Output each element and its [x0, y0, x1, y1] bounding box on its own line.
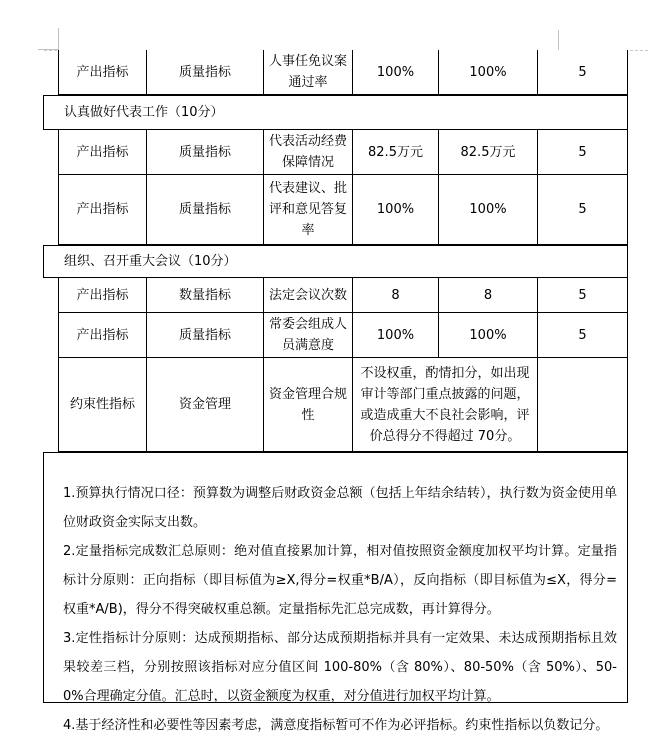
cell-indicator-level1: 产出指标	[59, 50, 147, 94]
cell-indicator-name: 常委会组成人员满意度	[264, 313, 353, 357]
cell-actual-value: 100%	[439, 175, 538, 244]
note-item: 2.定量指标完成数汇总原则：绝对值直接累加计算，相对值按照资金额度加权平均计算。定量指标计分原则：正向指标（即目标值为≥X,得分=权重*B/A），反向指标（即目标值为≤X，得分=权重*A/B)，得分不得突破权重总额。定量指标先汇总完成数，再计算得分。	[63, 544, 617, 617]
cell-score: 5	[578, 202, 587, 217]
cell-indicator-name: 资金管理合规性	[264, 358, 353, 451]
cell-score: 5	[578, 287, 587, 303]
cell-indicator-level1: 产出指标	[59, 313, 147, 357]
cell-target-value: 100%	[353, 50, 439, 94]
cell-indicator-name: 代表建议、批评和意见答复率	[264, 175, 353, 244]
cell-indicator-level1: 产出指标	[59, 278, 147, 312]
table-row	[58, 175, 628, 245]
cell-target-value: 100%	[353, 175, 439, 244]
section-label: 组织、召开重大会议（10分）	[64, 254, 237, 269]
section-row	[43, 245, 628, 278]
cell-indicator-level1: 产出指标	[59, 130, 147, 174]
note-item: 4.基于经济性和必要性等因素考虑，满意度指标暂可不作为必评指标。约束性指标以负数记分。	[63, 718, 609, 733]
cell-indicator-level1: 约束性指标	[59, 358, 147, 451]
cell-indicator-name: 法定会议次数	[264, 278, 353, 312]
constraint-row	[58, 358, 628, 452]
cell-score: 5	[578, 327, 587, 343]
table-row	[58, 278, 628, 313]
cell-target-value: 8	[353, 278, 439, 312]
cell-indicator-type: 质量指标	[147, 175, 264, 244]
prev-page-table-corner-remnant	[38, 49, 58, 50]
cell-constraint-rule: 不设权重，酌情扣分，如出现审计等部门重点披露的问题，或造成重大不良社会影响，评价总得分不得超过 70分。	[353, 358, 538, 451]
table-row	[58, 130, 628, 175]
table-row	[58, 313, 628, 358]
cell-actual-value: 100%	[439, 50, 538, 94]
note-item: 1.预算执行情况口径：预算数为调整后财政资金总额（包括上年结余结转），执行数为资金使用单位财政资金实际支出数。	[63, 486, 617, 530]
cell-indicator-name: 人事任免议案通过率	[264, 50, 353, 94]
prev-page-table-border-remnant	[558, 30, 559, 50]
cell-score: 5	[578, 144, 587, 160]
cell-indicator-type: 质量指标	[147, 313, 264, 357]
cell-indicator-type: 数量指标	[147, 278, 264, 312]
cell-target-value: 82.5万元	[353, 130, 439, 174]
notes-block	[43, 452, 628, 733]
cell-indicator-level1: 产出指标	[59, 175, 147, 244]
section-row	[43, 95, 628, 130]
table-row	[58, 50, 628, 95]
cell-actual-value: 8	[439, 278, 538, 312]
cell-indicator-type: 质量指标	[147, 50, 264, 94]
cell-actual-value: 100%	[439, 313, 538, 357]
cell-target-value: 100%	[353, 313, 439, 357]
cell-indicator-type: 资金管理	[147, 358, 264, 451]
cell-indicator-name: 代表活动经费保障情况	[264, 130, 353, 174]
note-item: 3.定性指标计分原则：达成预期指标、部分达成预期指标并具有一定效果、未达成预期指标且效果较差三档，分别按照该指标对应分值区间 100-80%（含 80%）、80-50%（含 50%）、50-0%合理确定分值。汇总时，以资金额度为权重，对分值进行加权平均计算。	[63, 631, 617, 704]
section-label: 认真做好代表工作（10分）	[64, 105, 224, 120]
cell-score: 5	[578, 64, 587, 80]
cell-score	[538, 358, 627, 451]
cell-indicator-type: 质量指标	[147, 130, 264, 174]
cell-actual-value: 82.5万元	[439, 130, 538, 174]
prev-page-table-border-remnant	[58, 28, 59, 50]
